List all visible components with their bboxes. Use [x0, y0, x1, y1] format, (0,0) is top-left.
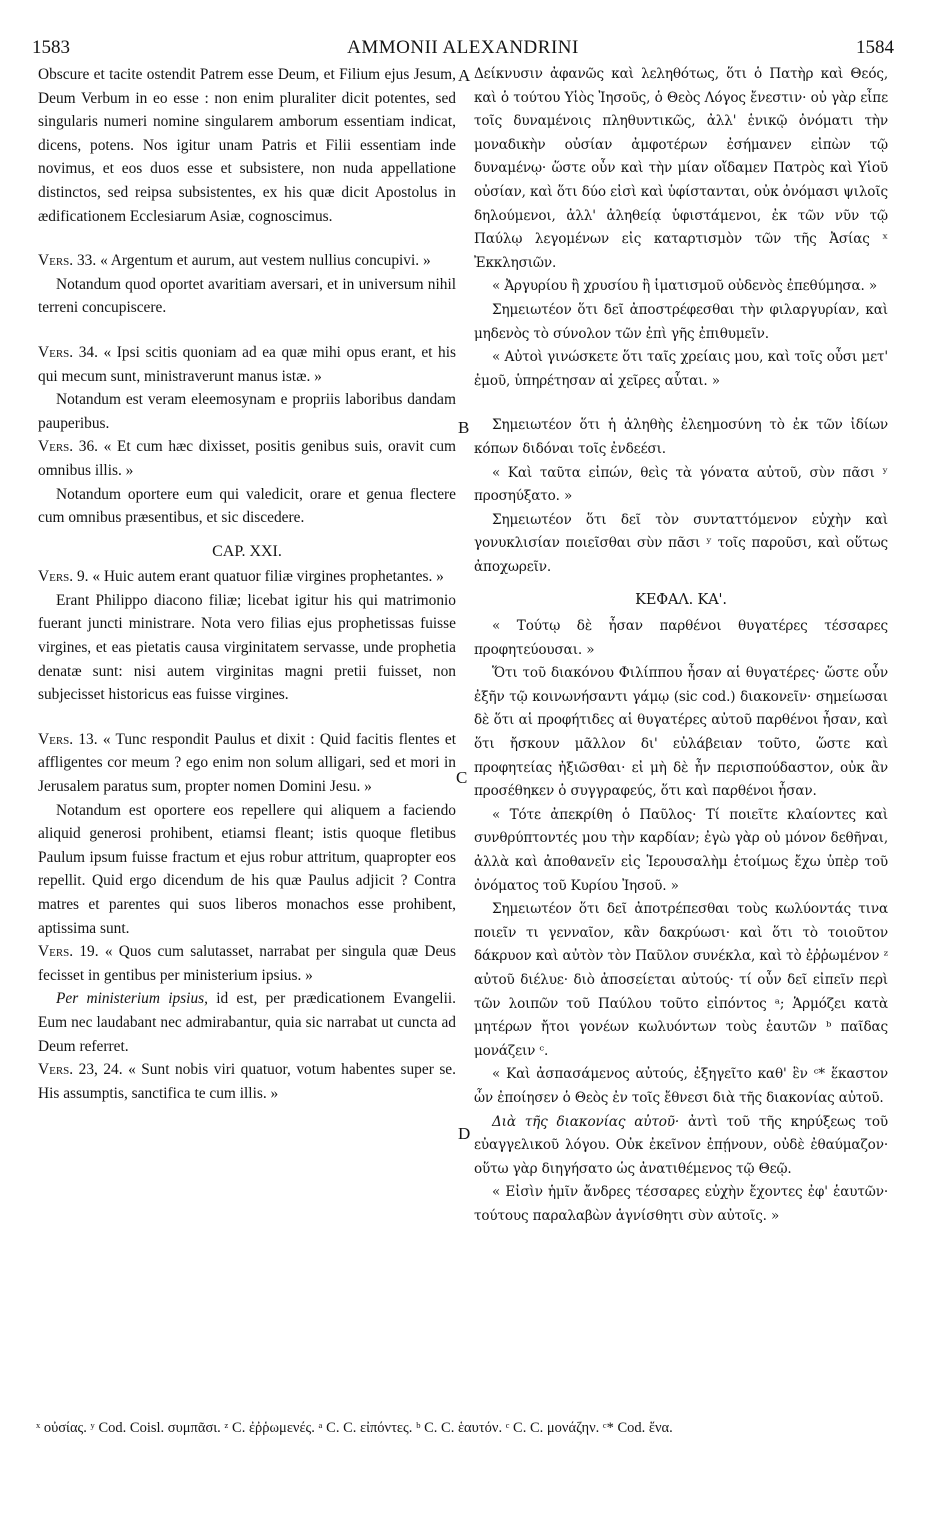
left-page-number: 1583: [32, 37, 70, 58]
greek-chapter-heading: ΚΕΦΑΛ. ΚΑ'.: [635, 592, 727, 609]
footnote-line: ˣ οὐσίας. ʸ Cod. Coisl. συμπᾶσι. ᶻ C. ἐῤῥωμενές. ᵃ C. C. εἰπόντες. ᵇ C. C. ἑαυτόν. ᶜ C. C. μονάζην. ᶜ* Cod. ἕνα.: [36, 1420, 673, 1436]
greek-verse-34: « Αὐτοὶ γινώσκετε ὅτι ταῖς χρείαις μου, καὶ τοῖς οὖσι μετ' ἐμοῦ, ὑπηρέτησαν αἱ χεῖρες αὗται. »: [474, 349, 888, 389]
verse-text: « Sunt nobis viri quatuor, votum habentes super se. His assumptis, sanctifica te cum illis. »: [38, 1061, 456, 1102]
greek-verse-19: « Καὶ ἀσπασάμενος αὐτούς, ἐξηγεῖτο καθ' ἓν ᶜ* ἕκαστον ὧν ἐποίησεν ὁ Θεὸς ἐν τοῖς ἔθνεσι διὰ τῆς διακονίας αὐτοῦ.: [474, 1066, 888, 1106]
latin-intro-paragraph: Obscure et tacite ostendit Patrem esse Deum, et Filium ejus Jesum, Deum Verbum in eo esse : non enim pluraliter dicit potentes, sed singularis numeri nomine singularem amborum essentiam indicat, dicens, potens. Nos igitur unam Patris et Filii essentiam inde novimus, et eos duos esse et subsistere, non nuda appellatione distinctos, sed reipsa subsistentes, ex his quæ dicit Apostolus in ædificationem Ecclesiarum Asiæ, cognoscimus.: [38, 66, 456, 225]
verse-text: « Argentum et aurum, aut vestem nullius concupivi. »: [100, 252, 431, 270]
lemma: Per ministerium ipsius,: [56, 990, 208, 1008]
verse-ref: Vers. 23, 24.: [38, 1061, 123, 1079]
greek-note-36: Σημειωτέον ὅτι δεῖ τὸν συνταττόμενον εὐχὴν καὶ γονυκλισίαν ποιεῖσθαι σὺν πᾶσι ʸ τοῖς παροῦσι, καὶ οὕτως ἀποχωρεῖν.: [474, 511, 888, 575]
greek-column: [474, 63, 888, 1408]
greek-verse-9: « Τούτῳ δὲ ἦσαν παρθένοι θυγατέρες τέσσαρες προφητεύουσαι. »: [474, 618, 888, 658]
verse-text: « Et cum hæc dixisset, positis genibus suis, oravit cum omnibus illis. »: [38, 438, 456, 479]
greek-verse-23: « Εἰσὶν ἡμῖν ἄνδρες τέσσαρες εὐχὴν ἔχοντες ἐφ' ἑαυτῶν· τούτους παραλαβὼν ἁγνίσθητι σὺν αὐτοῖς. »: [474, 1184, 888, 1224]
margin-letter-a: A: [458, 66, 471, 85]
latin-chapter-heading: CAP. XXI.: [212, 542, 282, 560]
greek-note-33: Σημειωτέον ὅτι δεῖ ἀποστρέφεσθαι τὴν φιλαργυρίαν, καὶ μηδενὸς τὸ σύνολον τῶν ἐπὶ γῆς ἐπιθυμεῖν.: [474, 301, 888, 342]
greek-note-34: Σημειωτέον ὅτι ἡ ἀληθὴς ἐλεημοσύνη τὸ ἐκ τῶν ἰδίων κόπων διδόναι τοῖς ἐνδεέσι.: [474, 417, 888, 457]
latin-note-9: Erant Philippo diacono filiæ; licebat igitur his qui matrimonio fuerant juncti ministrare. Nota vero filias ejus prophetissas fuisse virgines, et eas pietatis causa virginitatem servasse, unde prophetia denatæ sunt: nisi autem virginitas magni pretii fuisset, non subjecisset historicus eas fuisse virgines.: [38, 591, 456, 704]
margin-letter-b: B: [458, 418, 470, 437]
margin-letter-c: C: [456, 768, 468, 787]
verse-text: « Tunc respondit Paulus et dixit : Quid facitis flentes et affligentes cor meum ? ego enim non solum alligari, sed et mori in Jerusalem paratus sum, propter nomen Domini Jesu. »: [38, 730, 456, 796]
verse-ref: Vers. 13.: [38, 730, 98, 748]
greek-note-19: [474, 1111, 888, 1182]
verse-text: « Quos cum salutasset, narrabat per singula quæ Deus fecisset in gentibus per ministerium ipsius. »: [38, 943, 456, 984]
latin-verse-33: [38, 249, 456, 273]
greek-intro-paragraph: Δείκνυσιν ἀφανῶς καὶ λεληθότως, ὅτι ὁ Πατὴρ καὶ Θεός, καὶ ὁ τούτου Υἱὸς Ἰησοῦς, ὁ Θεὸς Λόγος ἔνεστιν· οὐ γὰρ εἶπε τοῖς δυναμένοις πληθυντικῶς, ἀλλ' ἑνικῷ ὀνόματι τὴν μοναδικὴν οὐσίαν ἀμφοτέρων ἐσήμανεν εἰπὼν τῷ δυναμένῳ· ὥστε οὖν καὶ τὴν μίαν οἴδαμεν Πατρὸς καὶ Υἱοῦ οὐσίαν, καὶ ὅτι δύο εἰσὶ καὶ ὑφίστανται, οὐκ ὀνόμασι ψιλοῖς δηλούμενοι, ἀλλ' ἀληθείᾳ ὑφιστάμενοι, ἐκ τῶν νῦν τῷ Παύλῳ λεγομένων εἰς καταρτισμὸν τῶν τῆς Ἀσίας ˣ Ἐκκλησιῶν.: [474, 66, 888, 271]
latin-verse-34: [38, 341, 456, 388]
verse-ref: Vers. 9.: [38, 568, 89, 586]
latin-verse-19: [38, 940, 456, 987]
greek-note-13: Σημειωτέον ὅτι δεῖ ἀποτρέπεσθαι τοὺς κωλύοντάς τινα ποιεῖν τι γενναῖον, κἂν δακρύωσι· καὶ ὅτι τὸ τοιοῦτον δάκρυον καὶ αὐτὸν τὸν Παῦλον συνέκλα, καὶ τὸ ἐῤῥωμένον ᶻ αὐτοῦ διέλυε· διὸ ἀποσείεται αὐτούς· τί οὖν δεῖ εἰπεῖν περὶ τῶν λοιπῶν τοῦ Παύλου τοῦτο εἰπόντος ᵃ; Ἁρμόζει κατὰ μητέρων ἤτοι γονέων κωλυόντων τοὺς ἑαυτῶν ᵇ παῖδας μονάζειν ᶜ.: [474, 901, 888, 1059]
latin-verse-23: [38, 1058, 456, 1105]
latin-verse-13: [38, 728, 456, 799]
greek-verse-36: « Καὶ ταῦτα εἰπών, θεὶς τὰ γόνατα αὐτοῦ, σὺν πᾶσι ʸ προσηύξατο. »: [474, 464, 888, 505]
verse-ref: Vers. 36.: [38, 438, 98, 456]
verse-ref: Vers. 19.: [38, 943, 99, 961]
footnotes: [36, 1418, 888, 1439]
latin-note-34: Notandum est veram eleemosynam e propriis laboribus dandam pauperibus.: [38, 391, 456, 432]
margin-letter-d: D: [458, 1124, 471, 1143]
verse-text: « Ipsi scitis quoniam ad ea quæ mihi opus erant, et his qui mecum sunt, ministraverunt manus istæ. »: [38, 343, 456, 385]
latin-column: [38, 63, 456, 1408]
greek-note-9: Ὅτι τοῦ διακόνου Φιλίππου ἦσαν αἱ θυγατέρες· ὥστε οὖν ἐξῆν τῷ κοινωνήσαντι γάμῳ (sic cod.) διακονεῖν· σημείωσαι δὲ ὅτι αἱ προφήτιδες αἱ θυγατέρες αὐτοῦ παρθένοι ἦσαν, καὶ ὅτι ἤσκουν μᾶλλον δι' εὐλάβειαν τοῦτο, ὥστε καὶ προφητείας ἠξιῶσθαι· εἰ μὴ δὲ ἦν περισπούδαστον, οὐκ ἂν προσέθηκεν ὁ συγγραφεύς, ὅτι καὶ παρθένοι ἦσαν.: [474, 665, 888, 800]
note-text: ἀντὶ τοῦ τῆς κηρύξεως τοῦ εὐαγγελικοῦ λόγου. Οὐκ ἐκεῖνον ἐπῄνουν, οὐδὲ ἐθαύμαζον· οὕτω γὰρ διηγήσατο ὡς ἀνατιθέμενος τῷ Θεῷ.: [474, 1113, 888, 1177]
greek-verse-33: « Ἀργυρίου ἢ χρυσίου ἢ ἱματισμοῦ οὐδενὸς ἐπεθύμησα. »: [492, 278, 878, 295]
note-text: id est, per prædicationem Evangelii. Eum nec laudabant nec admirabantur, quia sic narrabat ut cuncta ad Deum referret.: [38, 990, 456, 1055]
latin-note-33: Notandum quod oportet avaritiam aversari, et in universum nihil terreni concupiscere.: [38, 275, 456, 317]
latin-note-13: Notandum est oportere eos repellere qui aliquem a faciendo aliquid generosi prohibent, etiamsi fleant; istis quoque fletibus Paulum ipsum fuisse fractum et ejus robur attritum, quapropter eos repellit. Quid ergo dicendum de his quæ Paulus adjicit ? Contra matres et parentes qui suos liberos monachos esse prohibent, aptissima sunt.: [38, 801, 456, 937]
greek-verse-13: « Τότε ἀπεκρίθη ὁ Παῦλος· Τί ποιεῖτε κλαίοντες καὶ συνθρύπτοντές μου τὴν καρδίαν; ἐγὼ γὰρ οὐ μόνον δεθῆναι, ἀλλὰ καὶ ἀποθανεῖν εἰς Ἱερουσαλὴμ ἑτοίμως ἔχω ὑπὲρ τοῦ ὀνόματος τοῦ Κυρίου Ἰησοῦ. »: [474, 806, 888, 894]
latin-verse-9: [38, 565, 456, 589]
right-page-number: 1584: [856, 37, 894, 58]
latin-note-19: [38, 987, 456, 1058]
verse-ref: Vers. 34.: [38, 343, 98, 361]
latin-note-36: Notandum oportere eum qui valedicit, orare et genua flectere cum omnibus præsentibus, et sic discedere.: [38, 485, 456, 527]
lemma: Διὰ τῆς διακονίας αὐτοῦ·: [492, 1113, 680, 1130]
latin-verse-36: [38, 435, 456, 482]
verse-text: « Huic autem erant quatuor filiæ virgines prophetantes. »: [92, 568, 444, 586]
verse-ref: Vers. 33.: [38, 252, 97, 270]
running-head: [32, 37, 894, 63]
running-title: AMMONII ALEXANDRINI: [347, 37, 579, 58]
